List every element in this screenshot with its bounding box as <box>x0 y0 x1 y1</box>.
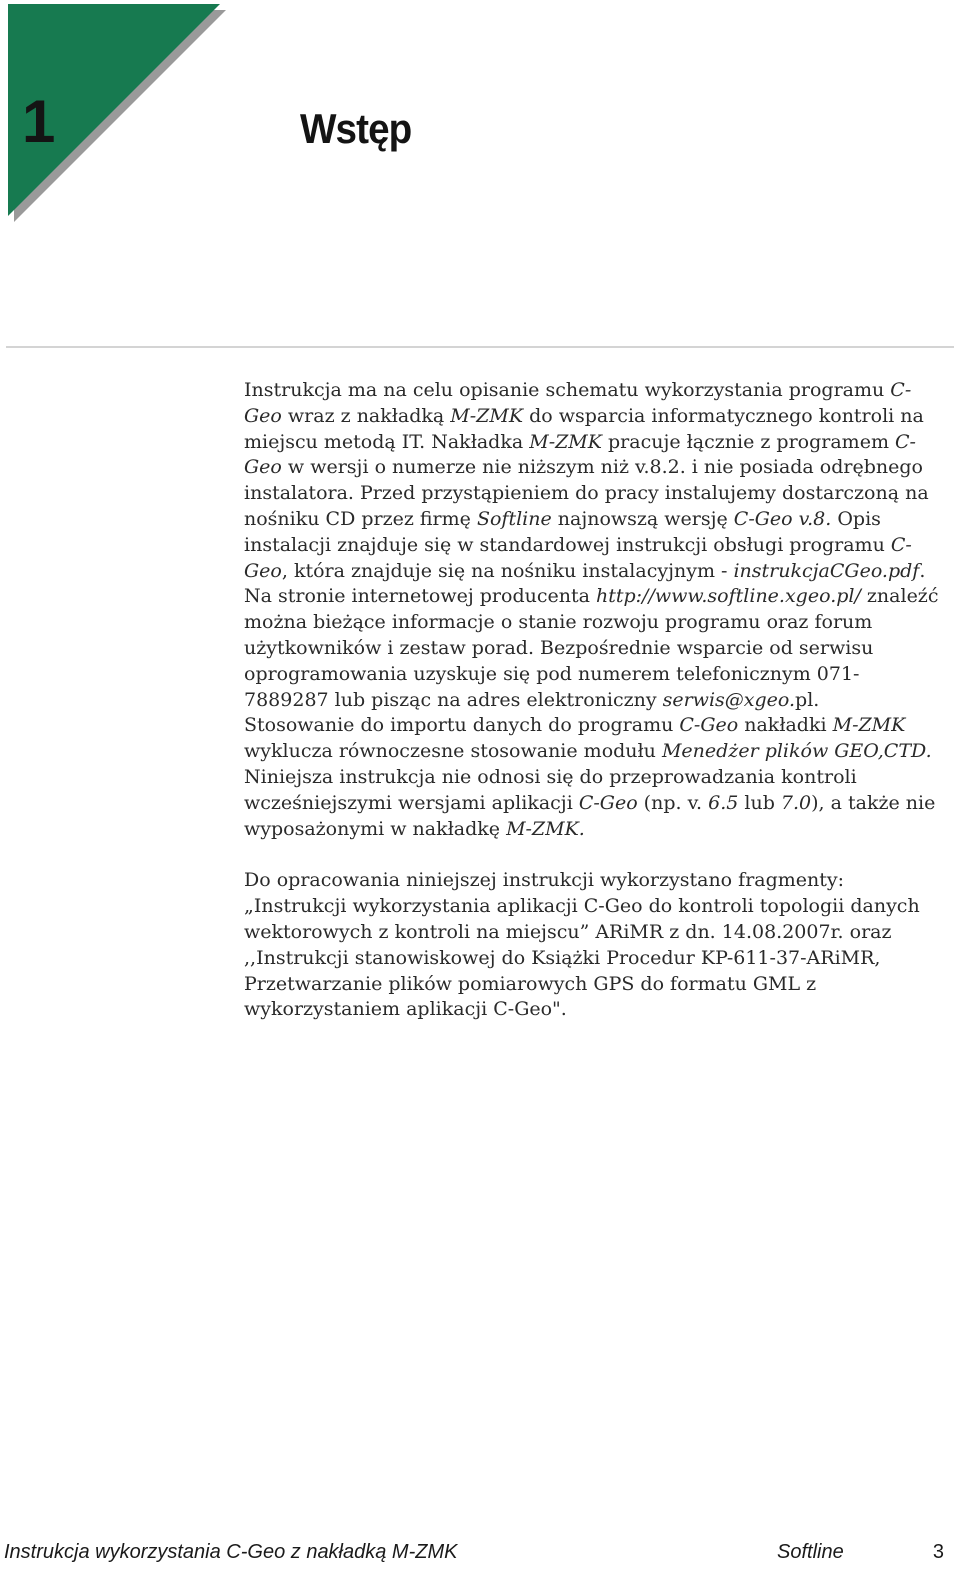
italic-term: C-Geo <box>679 714 739 737</box>
italic-term: Menedżer plików GEO,CTD. <box>661 740 932 763</box>
body-paragraph: Stosowanie do importu danych do programu C-Geo nakładki M-ZMK wyklucza równoczesne stosowanie modułu Menedżer plików GEO,CTD. <box>244 714 932 763</box>
body-paragraph: Instrukcja ma na celu opisanie schematu wykorzystania programu C-Geo wraz z nakładką M-ZMK do wsparcia informatycznego kontroli na miejscu metodą IT. Nakładka M-ZMK pracuje łącznie z programem C-Geo w wersji o numerze nie niższym niż v.8.2. i nie posiada odrębnego instalatora. Przed przystąpieniem do pracy instalujemy dostarczoną na nośniku CD przez firmę Softline najnowszą wersję C-Geo v.8. Opis instalacji znajduje się w standardowej instrukcji obsługi programu C-Geo, która znajduje się na nośniku instalacyjnym - instrukcjaCGeo.pdf. Na stronie internetowej producenta http://www.softline.xgeo.pl/ znaleźć można bieżące informacje o stanie rozwoju programu oraz forum użytkowników i zestaw porad. Bezpośrednie wsparcie od serwisu oprogramowania uzyskuje się pod numerem telefonicznym 071-7889287 lub pisząc na adres elektroniczny serwis@xgeo.pl. <box>244 379 939 711</box>
italic-term: C-Geo <box>578 791 638 814</box>
italic-term: 7.0 <box>780 791 812 814</box>
italic-term: C-Geo <box>244 379 912 427</box>
main-content <box>244 378 944 1023</box>
chapter-number: 1 <box>22 88 56 155</box>
italic-term: http://www.softline.xgeo.pl/ <box>595 585 861 608</box>
italic-term: M-ZMK <box>529 430 602 453</box>
italic-term: serwis@xgeo. <box>662 688 796 711</box>
footer-document-title: Instrukcja wykorzystania C-Geo z nakładką M-ZMK <box>4 1541 458 1563</box>
italic-term: C-Geo <box>244 430 916 479</box>
italic-term: 6.5 <box>708 791 739 814</box>
italic-term: C-Geo <box>244 533 912 582</box>
sources-list: „Instrukcji wykorzystania aplikacji C-Geo do kontroli topologii danych wektorowych z kontroli na miejscu” ARiMR z dn. 14.08.2007r. oraz ,,Instrukcji stanowiskowej do Książki Procedur KP-611-37-ARiMR, Przetwarzanie plików pomiarowych GPS do formatu GML z wykorzystaniem aplikacji C-Geo". <box>244 895 920 1021</box>
sources-intro: Do opracowania niniejszej instrukcji wykorzystano fragmenty: <box>244 869 845 892</box>
italic-term: M-ZMK. <box>506 817 585 840</box>
italic-term: Softline <box>476 507 552 530</box>
italic-term: M-ZMK <box>450 404 524 427</box>
italic-term: C-Geo v.8. <box>733 507 832 530</box>
italic-term: M-ZMK <box>832 714 906 737</box>
header-divider <box>6 346 954 348</box>
footer-publisher: Softline <box>777 1541 844 1563</box>
body-paragraph: Niniejsza instrukcja nie odnosi się do przeprowadzania kontroli wcześniejszymi wersjami aplikacji C-Geo (np. v. 6.5 lub 7.0), a także nie wyposażonymi w nakładkę M-ZMK. <box>244 765 936 840</box>
page-number: 3 <box>932 1541 944 1563</box>
chapter-title: Wstęp <box>300 105 412 152</box>
italic-term: instrukcjaCGeo.pdf <box>733 559 920 582</box>
